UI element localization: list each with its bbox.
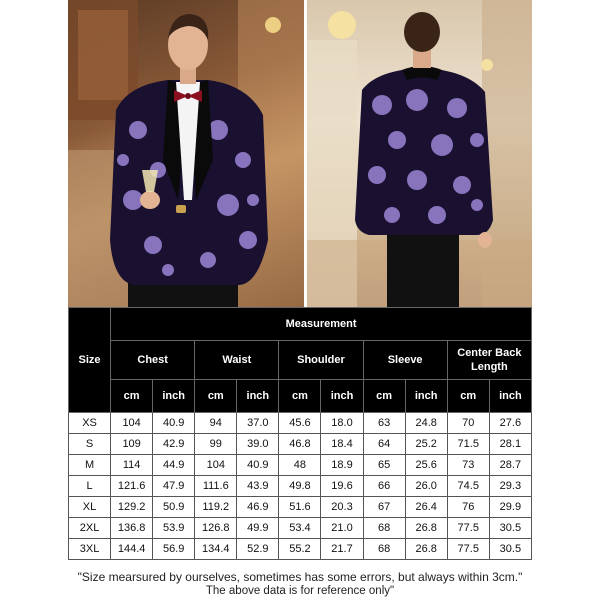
- measurement-cell: 18.4: [321, 434, 363, 455]
- unit-header: cm: [195, 380, 237, 413]
- measurement-cell: 25.6: [405, 455, 447, 476]
- measurement-cell: 65: [363, 455, 405, 476]
- group-header-row: [69, 341, 532, 380]
- measurement-cell: 109: [111, 434, 153, 455]
- measurement-cell: 46.8: [279, 434, 321, 455]
- unit-header: cm: [111, 380, 153, 413]
- measurement-header: Measurement: [111, 308, 532, 341]
- units-header-row: [69, 380, 532, 413]
- table-row: [69, 434, 532, 455]
- model-front-illustration: [68, 0, 304, 307]
- unit-header: inch: [489, 380, 531, 413]
- unit-header: cm: [279, 380, 321, 413]
- measurement-cell: 25.2: [405, 434, 447, 455]
- measurement-cell: 50.9: [153, 497, 195, 518]
- disclaimer-line-2: The above data is for reference only": [205, 585, 395, 597]
- measurement-cell: 53.9: [153, 518, 195, 539]
- measurement-cell: 104: [111, 413, 153, 434]
- measurement-cell: 19.6: [321, 476, 363, 497]
- measurement-cell: 66: [363, 476, 405, 497]
- measurement-cell: 49.8: [279, 476, 321, 497]
- table-row: [69, 413, 532, 434]
- measurement-cell: 56.9: [153, 539, 195, 560]
- unit-header: inch: [405, 380, 447, 413]
- size-label-cell: 3XL: [69, 539, 111, 560]
- measurement-cell: 18.0: [321, 413, 363, 434]
- measurement-cell: 76: [447, 497, 489, 518]
- measurement-cell: 129.2: [111, 497, 153, 518]
- measurement-cell: 77.5: [447, 518, 489, 539]
- measurement-cell: 68: [363, 539, 405, 560]
- size-rows: [69, 413, 532, 560]
- chest-header: Chest: [111, 341, 195, 380]
- measurement-cell: 37.0: [237, 413, 279, 434]
- measurement-cell: 70: [447, 413, 489, 434]
- measurement-cell: 144.4: [111, 539, 153, 560]
- measurement-cell: 26.8: [405, 518, 447, 539]
- measurement-cell: 67: [363, 497, 405, 518]
- table-row: [69, 455, 532, 476]
- size-label-cell: XS: [69, 413, 111, 434]
- measurement-cell: 64: [363, 434, 405, 455]
- unit-header: inch: [153, 380, 195, 413]
- measurement-cell: 29.9: [489, 497, 531, 518]
- measurement-cell: 39.0: [237, 434, 279, 455]
- measurement-cell: 24.8: [405, 413, 447, 434]
- unit-header: cm: [363, 380, 405, 413]
- shoulder-header: Shoulder: [279, 341, 363, 380]
- size-column-header: Size: [69, 308, 111, 413]
- unit-header: inch: [321, 380, 363, 413]
- measurement-cell: 40.9: [237, 455, 279, 476]
- measurement-cell: 74.5: [447, 476, 489, 497]
- measurement-cell: 21.7: [321, 539, 363, 560]
- measurement-cell: 71.5: [447, 434, 489, 455]
- measurement-cell: 28.7: [489, 455, 531, 476]
- product-photo-back: [307, 0, 532, 307]
- measurement-cell: 77.5: [447, 539, 489, 560]
- sleeve-header: Sleeve: [363, 341, 447, 380]
- model-back-illustration: [307, 0, 532, 307]
- measurement-cell: 40.9: [153, 413, 195, 434]
- unit-header: inch: [237, 380, 279, 413]
- disclaimer-line-1: "Size mearsured by ourselves, sometimes has some errors, but always within 3cm.": [77, 570, 523, 584]
- measurement-cell: 136.8: [111, 518, 153, 539]
- table-row: [69, 539, 532, 560]
- table-row: [69, 518, 532, 539]
- measurement-cell: 26.8: [405, 539, 447, 560]
- measurement-cell: 53.4: [279, 518, 321, 539]
- product-photo-front: [68, 0, 304, 307]
- size-chart-table: [68, 307, 532, 560]
- unit-header: cm: [447, 380, 489, 413]
- measurement-cell: 49.9: [237, 518, 279, 539]
- waist-header: Waist: [195, 341, 279, 380]
- measurement-cell: 42.9: [153, 434, 195, 455]
- measurement-cell: 27.6: [489, 413, 531, 434]
- measurement-cell: 20.3: [321, 497, 363, 518]
- measurement-cell: 104: [195, 455, 237, 476]
- center-back-length-header: Center Back Length: [447, 341, 531, 380]
- measurement-cell: 73: [447, 455, 489, 476]
- size-label-cell: L: [69, 476, 111, 497]
- measurement-cell: 119.2: [195, 497, 237, 518]
- table-row: [69, 476, 532, 497]
- measurement-cell: 44.9: [153, 455, 195, 476]
- measurement-cell: 47.9: [153, 476, 195, 497]
- measurement-cell: 30.5: [489, 539, 531, 560]
- size-label-cell: S: [69, 434, 111, 455]
- measurement-cell: 28.1: [489, 434, 531, 455]
- measurement-cell: 94: [195, 413, 237, 434]
- measurement-cell: 52.9: [237, 539, 279, 560]
- size-label-cell: 2XL: [69, 518, 111, 539]
- measurement-cell: 46.9: [237, 497, 279, 518]
- measurement-cell: 99: [195, 434, 237, 455]
- measurement-cell: 126.8: [195, 518, 237, 539]
- measurement-cell: 111.6: [195, 476, 237, 497]
- measurement-cell: 43.9: [237, 476, 279, 497]
- measurement-cell: 68: [363, 518, 405, 539]
- measurement-cell: 63: [363, 413, 405, 434]
- size-label-cell: M: [69, 455, 111, 476]
- measurement-cell: 21.0: [321, 518, 363, 539]
- measurement-cell: 26.4: [405, 497, 447, 518]
- measurement-cell: 30.5: [489, 518, 531, 539]
- measurement-cell: 114: [111, 455, 153, 476]
- measurement-cell: 45.6: [279, 413, 321, 434]
- measurement-cell: 134.4: [195, 539, 237, 560]
- table-header-row: [69, 308, 532, 341]
- size-label-cell: XL: [69, 497, 111, 518]
- measurement-cell: 29.3: [489, 476, 531, 497]
- measurement-cell: 26.0: [405, 476, 447, 497]
- measurement-cell: 55.2: [279, 539, 321, 560]
- measurement-cell: 51.6: [279, 497, 321, 518]
- measurement-cell: 121.6: [111, 476, 153, 497]
- measurement-cell: 18.9: [321, 455, 363, 476]
- measurement-cell: 48: [279, 455, 321, 476]
- table-row: [69, 497, 532, 518]
